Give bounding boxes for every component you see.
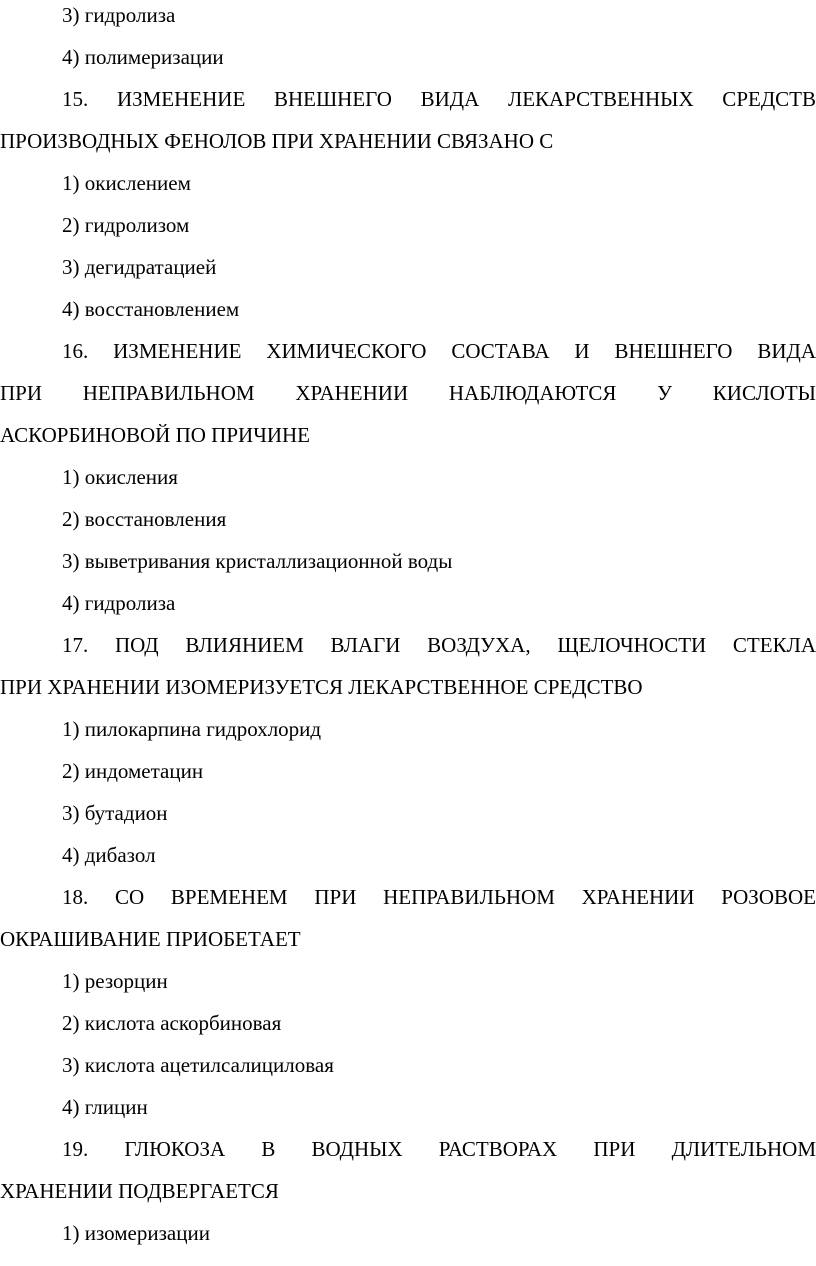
answer-option-q14-4: 4) полимеризации xyxy=(62,45,224,69)
answer-option-q19-1: 1) изомеризации xyxy=(62,1221,210,1245)
question-16-line-1: 16. ИЗМЕНЕНИЕ ХИМИЧЕСКОГО СОСТАВА И ВНЕШНЕГО ВИДА xyxy=(62,339,816,363)
question-16-line-3: АСКОРБИНОВОЙ ПО ПРИЧИНЕ xyxy=(0,423,310,447)
answer-option-q16-2: 2) восстановления xyxy=(62,507,227,531)
answer-option-q16-1: 1) окисления xyxy=(62,465,178,489)
question-15-line-1: 15. ИЗМЕНЕНИЕ ВНЕШНЕГО ВИДА ЛЕКАРСТВЕННЫХ СРЕДСТВ xyxy=(62,87,816,111)
question-19-line-2: ХРАНЕНИИ ПОДВЕРГАЕТСЯ xyxy=(0,1179,279,1203)
question-17-line-1: 17. ПОД ВЛИЯНИЕМ ВЛАГИ ВОЗДУХА, ЩЕЛОЧНОСТИ СТЕКЛА xyxy=(62,633,816,657)
question-17-line-2: ПРИ ХРАНЕНИИ ИЗОМЕРИЗУЕТСЯ ЛЕКАРСТВЕННОЕ СРЕДСТВО xyxy=(0,675,643,699)
answer-option-q17-1: 1) пилокарпина гидрохлорид xyxy=(62,717,322,741)
answer-option-q18-4: 4) глицин xyxy=(62,1095,148,1119)
question-19-line-1: 19. ГЛЮКОЗА В ВОДНЫХ РАСТВОРАХ ПРИ ДЛИТЕЛЬНОМ xyxy=(62,1137,816,1161)
answer-option-q18-1: 1) резорцин xyxy=(62,969,168,993)
answer-option-q18-3: 3) кислота ацетилсалициловая xyxy=(62,1053,334,1077)
answer-option-q15-4: 4) восстановлением xyxy=(62,297,240,321)
question-18-line-2: ОКРАШИВАНИЕ ПРИОБЕТАЕТ xyxy=(0,927,301,951)
answer-option-q18-2: 2) кислота аскорбиновая xyxy=(62,1011,282,1035)
answer-option-q15-3: 3) дегидратацией xyxy=(62,255,217,279)
answer-option-q14-3: 3) гидролиза xyxy=(62,3,176,27)
answer-option-q17-3: 3) бутадион xyxy=(62,801,168,825)
answer-option-q16-3: 3) выветривания кристаллизационной воды xyxy=(62,549,453,573)
answer-option-q16-4: 4) гидролиза xyxy=(62,591,176,615)
question-18-line-1: 18. СО ВРЕМЕНЕМ ПРИ НЕПРАВИЛЬНОМ ХРАНЕНИИ РОЗОВОЕ xyxy=(62,885,816,909)
answer-option-q15-2: 2) гидролизом xyxy=(62,213,190,237)
answer-option-q17-2: 2) индометацин xyxy=(62,759,204,783)
question-16-line-2: ПРИ НЕПРАВИЛЬНОМ ХРАНЕНИИ НАБЛЮДАЮТСЯ У КИСЛОТЫ xyxy=(0,381,816,405)
answer-option-q15-1: 1) окислением xyxy=(62,171,191,195)
answer-option-q17-4: 4) дибазол xyxy=(62,843,156,867)
question-15-line-2: ПРОИЗВОДНЫХ ФЕНОЛОВ ПРИ ХРАНЕНИИ СВЯЗАНО С xyxy=(0,129,554,153)
